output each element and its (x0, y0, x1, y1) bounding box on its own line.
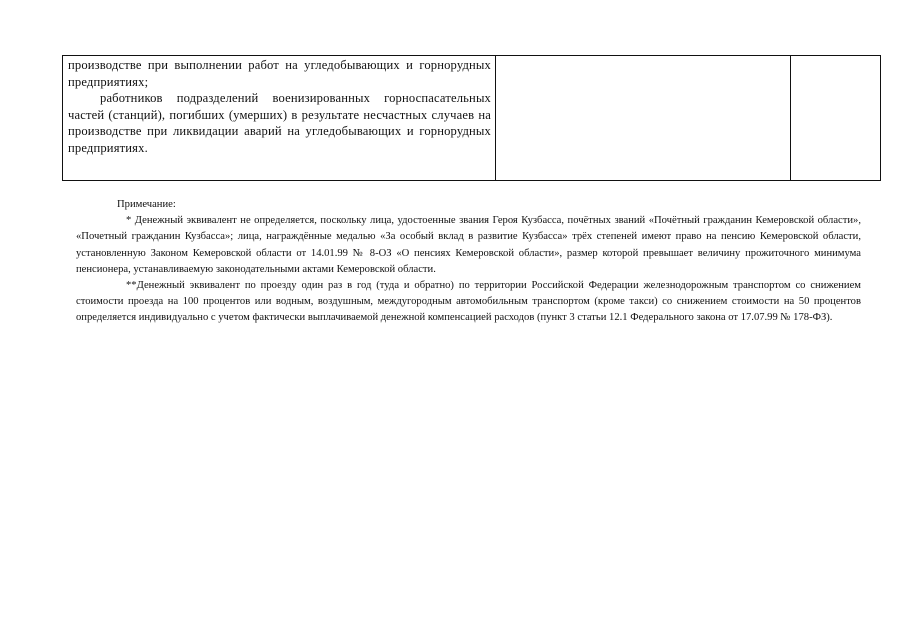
table-item-text: работников подразделений военизированных горноспасательных частей (станций), погибших (умерших) в результате несчастных случаев на производстве при ликвидации аварий на угледобывающих и горнорудных предприятиях. (68, 91, 491, 155)
footnote-2: **Денежный эквивалент по проезду один раз в год (туда и обратно) по территории Российской Федерации железнодорожным транспортом со снижением стоимости проезда на 100 процентов или водным, воздушным, междугородным автомобильным транспортом (кроме такси) со снижением стоимости на 50 процентов определяется индивидуально с учетом фактически выплачиваемой денежной компенсацией расходов (пункт 3 статьи 12.1 Федерального закона от 17.07.99 № 178-ФЗ). (76, 280, 861, 324)
table-column-divider (790, 56, 791, 180)
table-column-divider (495, 56, 496, 180)
benefits-table (62, 55, 881, 181)
notes-section (76, 197, 861, 327)
notes-title: Примечание: (117, 199, 176, 210)
footnote-1: * Денежный эквивалент не определяется, поскольку лица, удостоенные звания Героя Кузбасса, почётных званий «Почётный гражданин Кемеровской области», «Почетный гражданин Кузбасса»; лица, награждённые медалью «За особый вклад в развитие Кузбасса» трёх степеней имеют право на пенсию Кемеровской области, установленную Законом Кемеровской области от 14.01.99 № 8-ОЗ «О пенсиях Кемеровской области», размер которой превышает величину прожиточного минимума пенсионера, устанавливаемую законодательными актами Кемеровской области. (76, 215, 861, 275)
continuation-text: производстве при выполнении работ на угледобывающих и горнорудных предприятиях; (68, 58, 491, 89)
table-cell-description (68, 57, 491, 157)
